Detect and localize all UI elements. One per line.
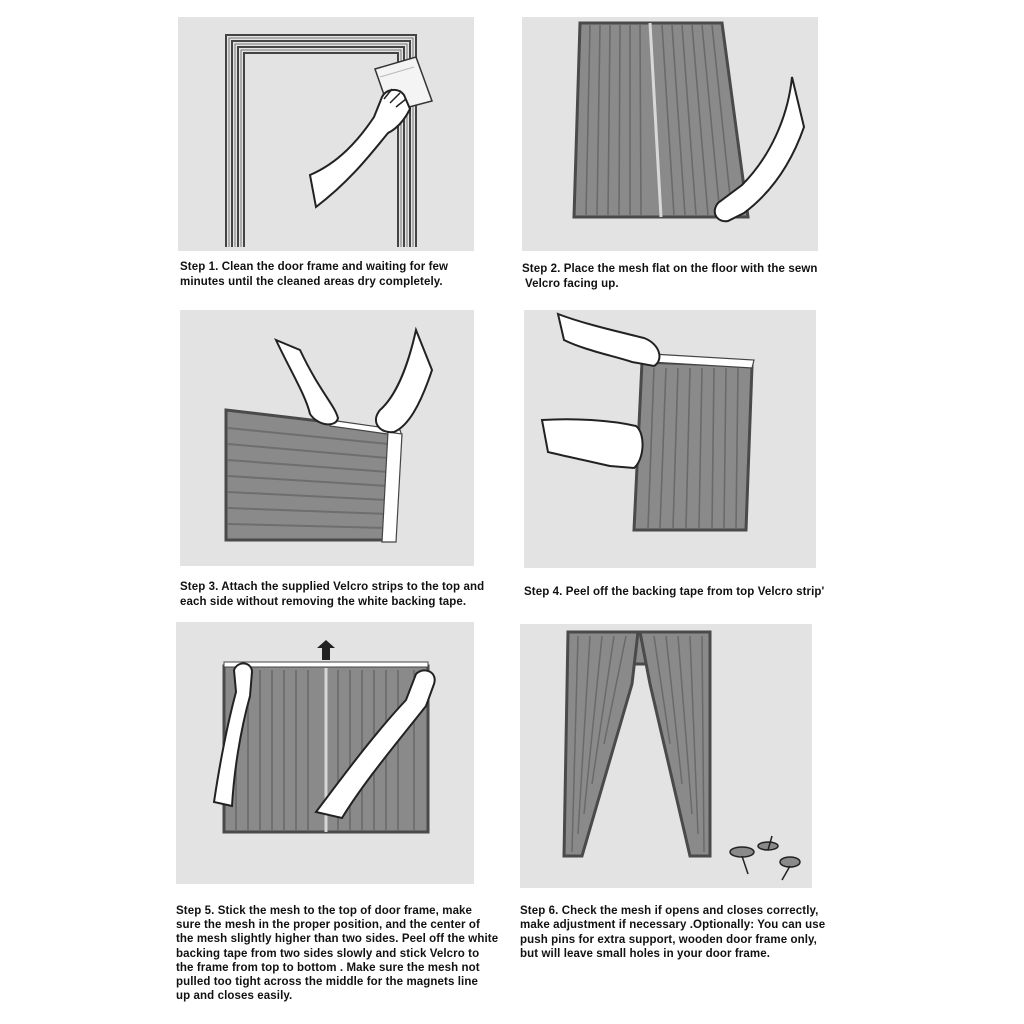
peel-backing-tape-illustration [524,310,816,568]
step1-caption: Step 1. Clean the door frame and waiting for few minutes until the cleaned areas dry completely. [180,261,449,288]
mesh-flat-on-floor-illustration [522,17,818,251]
step4-caption: Step 4. Peel off the backing tape from top Velcro strip' [524,586,825,598]
step4-illustration [524,310,816,568]
step1-illustration [178,17,474,251]
step5-caption: Step 5. Stick the mesh to the top of door frame, make sure the mesh in the proper position, and the center of the mesh slightly higher than two sides. Peel off the white backing tape from two sides slowly and stick Velcro to the frame from top to bottom . Make sure the mesh not pulled too tight across the middle for the magnets line up and closes easily. [176,905,499,1003]
step3-caption: Step 3. Attach the supplied Velcro strips to the top and each side without removing the white backing tape. [180,581,485,608]
stick-mesh-to-frame-illustration [176,622,474,884]
step6-caption: Step 6. Check the mesh if opens and closes correctly, make adjustment if necessary .Optionally: You can use push pins for extra support, wooden door frame only, but will leave small holes in your door frame. [520,905,826,961]
attach-velcro-illustration [180,310,474,566]
step2-illustration [522,17,818,251]
step6-illustration [520,624,812,888]
cleaning-door-frame-illustration [178,17,474,251]
step5-illustration [176,622,474,884]
mesh-opening-with-push-pins-illustration [520,624,812,888]
step3-illustration [180,310,474,566]
step2-caption: Step 2. Place the mesh flat on the floor with the sewn Velcro facing up. [522,263,818,290]
